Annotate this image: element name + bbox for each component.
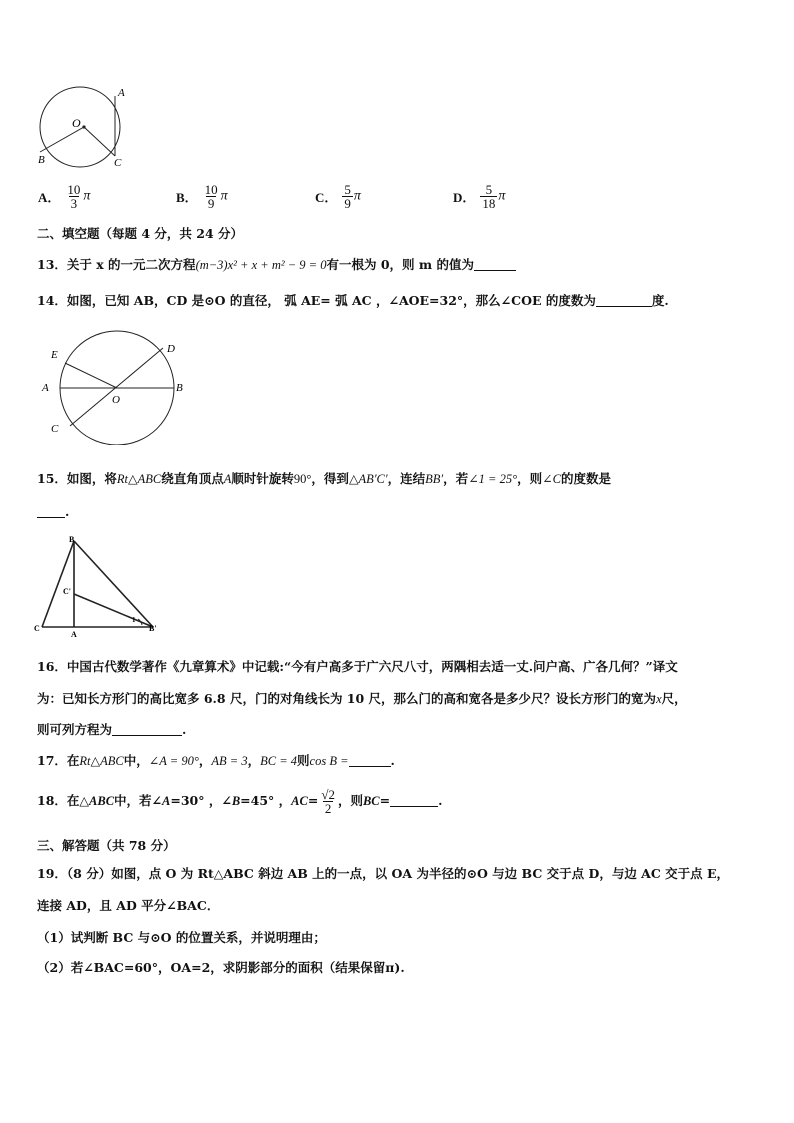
fraction: $\frac{5}{9}$ (344, 182, 351, 211)
answer-blank-17[interactable] (349, 754, 391, 767)
question-19-line-1: 19．（8 分）如图，点 O 为 Rt△ABC 斜边 AB 上的一点，以 OA 为半径的⊙O 与边 BC 交于点 D，与边 AC 交于点 E， (37, 866, 730, 881)
answer-blank-13[interactable] (474, 258, 516, 271)
label-D: D (167, 343, 175, 355)
question-16-line-2: 为：已知长方形门的高比宽多 6.8 尺，门的对角线长为 10 尺，那么门的高和宽各是多少尺？设长方形门的宽为x尺， (37, 691, 687, 706)
question-16-line-3: 则可列方程为 . (37, 722, 187, 737)
label-O: O (72, 116, 81, 130)
label-O: O (112, 394, 120, 406)
option-c[interactable]: C． $\frac{5}{9}$ π (315, 182, 361, 211)
figure-q15-triangle (32, 533, 167, 638)
label-B: B (69, 535, 75, 544)
label-E: E (51, 349, 58, 361)
fraction: $\frac{10}{9}$ (204, 182, 218, 211)
answer-blank-18[interactable] (390, 794, 438, 807)
answer-blank-14[interactable] (596, 294, 652, 307)
question-19-sub-1: （1）试判断 BC 与⊙O 的位置关系，并说明理由； (37, 930, 326, 945)
question-19-line-2: 连接 AD，且 AD 平分∠BAC． (37, 898, 220, 913)
option-d[interactable]: D． $\frac{5}{18}$ π (453, 182, 506, 211)
question-13: 13．关于 x 的一元二次方程(m−3)x² + x + m² − 9 = 0有一根为 0，则 m 的值为 (37, 255, 516, 273)
label-A: A (42, 382, 49, 394)
label-A: A (71, 630, 77, 638)
question-16-line-1: 16．中国古代数学著作《九章算术》中记载:“今有户高多于广六尺八寸，两隅相去适一丈.问户高、广各几何？”译文 (37, 659, 678, 674)
figure-q14-circle (38, 330, 198, 445)
option-b[interactable]: B． $\frac{10}{9}$ π (176, 182, 228, 211)
question-15: 15．如图，将Rt△ABC绕直角顶点A顺时针旋转90°，得到△AB′C′，连结BB′，若∠1 = 25°，则∠C的度数是 (37, 471, 611, 486)
label-C: C (51, 423, 59, 435)
section-heading-fill-in: 二、填空题（每题 4 分，共 24 分） (37, 226, 244, 241)
label-B-prime: B' (149, 624, 157, 633)
question-15-answer-line: . (37, 504, 69, 519)
answer-blank-15[interactable] (37, 505, 65, 518)
answer-blank-16[interactable] (112, 723, 182, 736)
label-C-prime: C' (63, 587, 71, 596)
fraction: $\frac{√2}{2}$ (321, 787, 335, 816)
label-C: C (114, 157, 122, 169)
label-B: B (176, 382, 183, 394)
label-C: C (34, 624, 40, 633)
question-14: 14．如图，已知 AB，CD 是⊙O 的直径， 弧 AE= 弧 AC ，∠AOE=32°，那么∠COE 的度数为 度. (37, 293, 669, 308)
fraction: $\frac{10}{3}$ (67, 182, 81, 211)
label-B: B (38, 154, 45, 166)
equation: (m−3)x² + x + m² − 9 = 0 (195, 258, 327, 272)
fraction: $\frac{5}{18}$ (482, 182, 496, 211)
question-19-sub-2: （2）若∠BAC=60°，OA=2，求阴影部分的面积（结果保留π). (37, 960, 405, 975)
option-a[interactable]: A． $\frac{10}{3}$ π (38, 182, 91, 211)
label-A: A (118, 87, 125, 99)
label-angle-1: 1 (132, 616, 136, 624)
question-17: 17．在Rt△ABC中，∠A = 90°，AB = 3，BC = 4则cos B = . (37, 753, 395, 768)
figure-q12-circle (30, 84, 140, 174)
section-heading-solutions: 三、解答题（共 78 分） (37, 838, 176, 853)
question-18: 18．在△ABC中，若∠A=30° ，∠B=45° ，AC= $\frac{√2}{2}$ ，则BC= . (37, 787, 443, 816)
